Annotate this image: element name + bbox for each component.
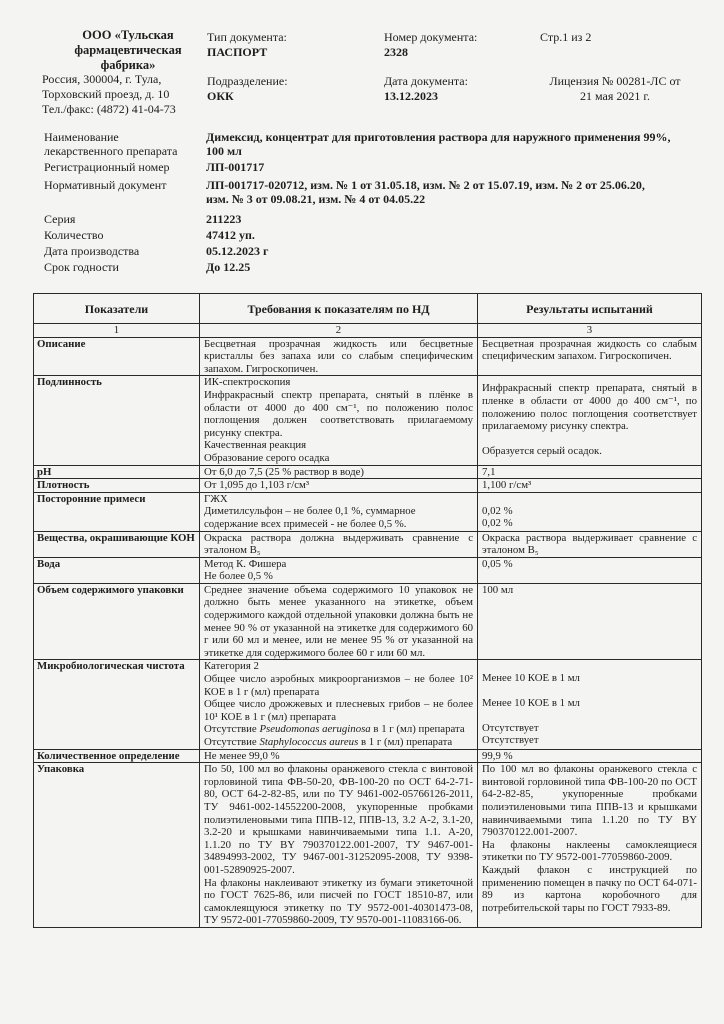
- row-result: Инфракрасный спектр препарата, снятый в пленке в области от 4000 до 400 см⁻¹, по положению полос поглощения соответствует прилагаемому рисунку спектра. Образуется серый осадок.: [478, 376, 702, 465]
- company-name: ООО «Тульская фармацевтическая фабрика»: [74, 28, 182, 72]
- row-requirement: ИК-спектроскопия Инфракрасный спектр препарата, снятый в плёнке в области от 4000 до 400 см⁻¹, по положению полос поглощения должен соответствовать прилагаемому рисунку спектра. Качественная реакция Образование серого осадка: [200, 376, 478, 465]
- table-header-row: [34, 294, 702, 324]
- table-row: [34, 531, 702, 557]
- row-requirement: От 1,095 до 1,103 г/см³: [200, 479, 478, 493]
- column-number: 3: [478, 324, 702, 338]
- series-label: Серия: [44, 212, 76, 226]
- column-header-results: Результаты испытаний: [478, 294, 702, 324]
- division: Подразделение: ОКК: [207, 74, 288, 103]
- reg-number-label: Регистрационный номер: [44, 160, 170, 174]
- page-info: Стр.1 из 2: [540, 30, 592, 44]
- row-requirement: Не менее 99,0 %: [200, 749, 478, 763]
- row-indicator: Упаковка: [34, 763, 200, 928]
- table-row: [34, 479, 702, 493]
- row-result: 7,1: [478, 465, 702, 479]
- row-indicator: Посторонние примеси: [34, 492, 200, 531]
- production-date-value: 05.12.2023 г: [206, 244, 269, 258]
- reg-number-value: ЛП-001717: [206, 160, 265, 174]
- specification-table: [33, 293, 702, 928]
- series-value: 211223: [206, 212, 242, 226]
- row-result: По 100 мл во флаконы оранжевого стекла с винтовой горловиной типа ФВ-100-20 по ОСТ 64-2-82-85, укупоренные пробками полиэтиленовыми типа ППВ-13 и крышками навинчиваемыми типа 1.1.20 по ТУ BY 790370122.001-2007. На флаконы наклеены самоклеящиеся этикетки по ТУ 9572-001-77059860-2009. Каждый флакон с инструкцией по применению помещен в пачку по ОСТ 64-071-89 из картона коробочного для потребительской тары по ГОСТ 7933-89.: [478, 763, 702, 928]
- doc-number: Номер документа: 2328: [384, 30, 478, 59]
- row-result: Менее 10 КОЕ в 1 мл Менее 10 КОЕ в 1 мл Отсутствует Отсутствует: [478, 660, 702, 749]
- row-requirement: Бесцветная прозрачная жидкость или бесцветные кристаллы без запаха или со слабым специфическим запахом. Гигроскопичен.: [200, 337, 478, 376]
- row-indicator: Количественное определение: [34, 749, 200, 763]
- row-indicator: Подлинность: [34, 376, 200, 465]
- column-number-row: [34, 324, 702, 338]
- row-requirement: От 6,0 до 7,5 (25 % раствор в воде): [200, 465, 478, 479]
- row-result: 0,05 %: [478, 557, 702, 583]
- row-result: 0,02 % 0,02 %: [478, 492, 702, 531]
- company-address: Россия, 300004, г. Тула, Торховский проезд, д. 10 Тел./факс: (4872) 41-04-73: [42, 72, 176, 116]
- table-row: [34, 660, 702, 749]
- row-indicator: Микробиологическая чистота: [34, 660, 200, 749]
- table-row: [34, 763, 702, 928]
- row-requirement: Среднее значение объема содержимого 10 упаковок не должно быть менее указанного на этикетке, объем содержимого каждой отдельной упаковки должна быть не менее 90 % от указанной на этикетке для содержимого 60 г или 60 мл и менее, или не менее 95 % от указанной на этикетке для содержимого более 60 г или 60 мл.: [200, 583, 478, 660]
- column-number: 1: [34, 324, 200, 338]
- norm-doc-value: ЛП-001717-020712, изм. № 1 от 31.05.18, изм. № 2 от 15.07.19, изм. № 2 от 25.06.20, изм. № 3 от 09.08.21, изм. № 4 от 04.05.22: [206, 178, 645, 206]
- quantity-value: 47412 уп.: [206, 228, 255, 242]
- table-row: [34, 749, 702, 763]
- table-row: [34, 583, 702, 660]
- row-indicator: pH: [34, 465, 200, 479]
- column-number: 2: [200, 324, 478, 338]
- row-indicator: Вода: [34, 557, 200, 583]
- column-header-requirements: Требования к показателям по НД: [200, 294, 478, 324]
- row-indicator: Объем содержимого упаковки: [34, 583, 200, 660]
- row-requirement: ГЖХ Диметилсульфон – не более 0,1 %, суммарное содержание всех примесей - не более 0,5 %.: [200, 492, 478, 531]
- norm-doc-label: Нормативный документ: [44, 178, 167, 192]
- row-result: 1,100 г/см³: [478, 479, 702, 493]
- product-name-value: Димексид, концентрат для приготовления раствора для наружного применения 99%, 100 мл: [206, 130, 671, 158]
- column-header-indicator: Показатели: [34, 294, 200, 324]
- row-requirement: По 50, 100 мл во флаконы оранжевого стекла с винтовой горловиной типа ФВ-50-20, ФВ-100-20 по ОСТ 64-2-71-80, ОСТ 64-2-82-85, или по ТУ 9461-002-05766126-2011, ТУ 9461-002-14552200-2008, укупоренные пробками полиэтиленовыми типа ППВ-12, ППВ-13, 3.2 А-2, 3.1-20, 3.2-20 и крышками навинчиваемыми типа 1.1. А-20, 1.1.20 по ТУ BY 790370122.001-2007, ТУ 9467-001-34894993-2002, ТУ 9467-001-31252095-2008, ТУ 9398-001-52890925-2007. На флаконы наклеивают этикетку из бумаги этикеточной по ГОСТ 7625-86, или писчей по ГОСТ 18510-87, или самоклеящуюся этикетку по ТУ 9572-001-40301473-08, ТУ 9572-001-77059860-2009, ТУ 9570-001-11083166-06.: [200, 763, 478, 928]
- row-result: 100 мл: [478, 583, 702, 660]
- doc-date: Дата документа: 13.12.2023: [384, 74, 468, 103]
- table-row: [34, 492, 702, 531]
- license: Лицензия № 00281-ЛС от 21 мая 2021 г.: [549, 74, 681, 103]
- row-requirement: Окраска раствора должна выдерживать сравнение с эталоном B₅: [200, 531, 478, 557]
- product-name-label: Наименование лекарственного препарата: [44, 130, 178, 158]
- table-row: [34, 465, 702, 479]
- row-indicator: Описание: [34, 337, 200, 376]
- expiry-label: Срок годности: [44, 260, 119, 274]
- row-result: Окраска раствора выдерживает сравнение с эталоном B₅: [478, 531, 702, 557]
- table-row: [34, 376, 702, 465]
- row-indicator: Плотность: [34, 479, 200, 493]
- table-row: [34, 557, 702, 583]
- production-date-label: Дата производства: [44, 244, 140, 258]
- row-result: Бесцветная прозрачная жидкость со слабым специфическим запахом. Гигроскопичен.: [478, 337, 702, 376]
- row-indicator: Вещества, окрашивающие КОН: [34, 531, 200, 557]
- row-result: 99,9 %: [478, 749, 702, 763]
- doc-type: Тип документа: ПАСПОРТ: [207, 30, 287, 59]
- row-requirement: Категория 2 Общее число аэробных микроорганизмов – не более 10² КОЕ в 1 г (мл) препарата Общее число дрожжевых и плесневых грибов – не более 10¹ КОЕ в 1 г (мл) препарата Отсутствие Pseudomonas aeruginosa в 1 г (мл) препарата Отсутствие Staphylococcus aureus в 1 г (мл) препарата: [200, 660, 478, 749]
- quantity-label: Количество: [44, 228, 104, 242]
- table-row: [34, 337, 702, 376]
- row-requirement: Метод К. Фишера Не более 0,5 %: [200, 557, 478, 583]
- expiry-value: До 12.25: [206, 260, 251, 274]
